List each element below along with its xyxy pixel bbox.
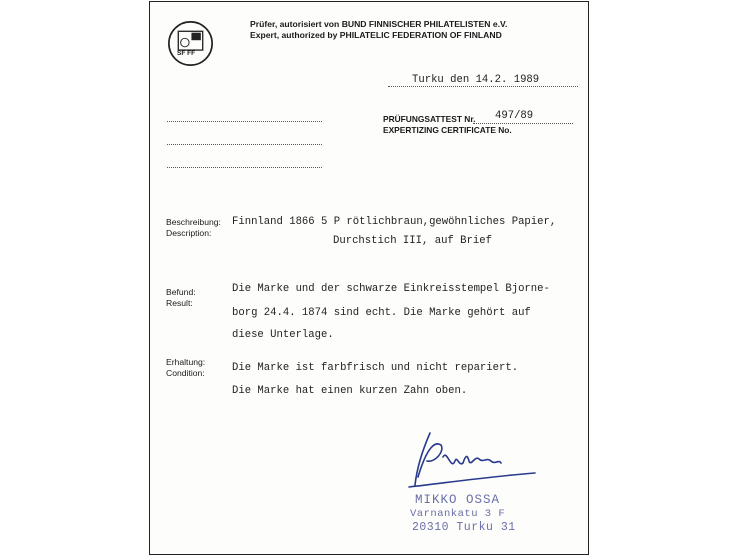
- date-dotted-line: [388, 86, 578, 87]
- result-label-en: Result:: [166, 298, 193, 308]
- description-label-en: Description:: [166, 228, 212, 238]
- certificate-label-en: EXPERTIZING CERTIFICATE No.: [383, 125, 512, 135]
- address-line-3: [167, 167, 322, 168]
- condition-line-2: Die Marke hat einen kurzen Zahn oben.: [232, 385, 468, 397]
- description-line-1: Finnland 1866 5 P rötlichbraun,gewöhnliches Papier,: [232, 216, 557, 228]
- description-label-de: Beschreibung:: [166, 217, 221, 227]
- certificate-number: 497/89: [495, 110, 534, 122]
- certificate-label-de: PRÜFUNGSATTEST Nr.: [383, 114, 476, 124]
- address-line-1: [167, 121, 322, 122]
- condition-label-en: Condition:: [166, 368, 205, 378]
- logo-text: SF FF: [177, 50, 196, 57]
- stamp-name: MIKKO OSSA: [415, 493, 501, 507]
- header-line-2: Expert, authorized by PHILATELIC FEDERATION OF FINLAND: [250, 30, 502, 40]
- certificate-document: [149, 1, 589, 555]
- condition-label-de: Erhaltung:: [166, 357, 206, 367]
- header-line-1: Prüfer, autorisiert von BUND FINNISCHER PHILATELISTEN e.V.: [250, 19, 508, 29]
- stamp-street: Varnankatu 3 F: [410, 508, 506, 520]
- signature: [405, 427, 540, 492]
- address-line-2: [167, 144, 322, 145]
- result-label-de: Befund:: [166, 287, 196, 297]
- description-line-2: Durchstich III, auf Brief: [333, 235, 492, 247]
- stamp-city: 20310 Turku 31: [412, 521, 516, 534]
- result-line-3: diese Unterlage.: [232, 329, 334, 341]
- result-line-1: Die Marke und der schwarze Einkreisstempel Bjorne-: [232, 283, 550, 295]
- place-date: Turku den 14.2. 1989: [412, 74, 540, 86]
- condition-line-1: Die Marke ist farbfrisch und nicht repariert.: [232, 362, 519, 374]
- sfff-logo-icon: [167, 20, 214, 67]
- result-line-2: borg 24.4. 1874 sind echt. Die Marke gehört auf: [232, 307, 531, 319]
- certificate-number-line: [473, 123, 573, 124]
